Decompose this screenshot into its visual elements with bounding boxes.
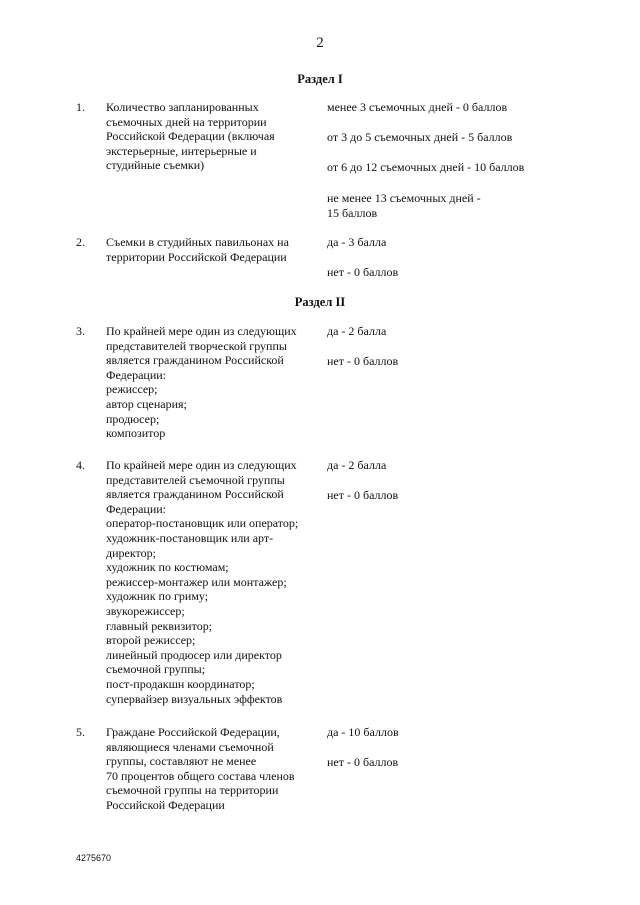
item-description — [106, 725, 316, 813]
desc-line: Граждане Российской Федерации, — [106, 725, 280, 739]
desc-line: Российской Федерации (включая — [106, 129, 275, 144]
desc-line: оператор-постановщик или оператор; — [106, 516, 299, 531]
item-number: 3. — [76, 324, 85, 338]
item-number: 4. — [76, 458, 85, 472]
score-option-cont: 15 баллов — [327, 206, 378, 220]
section-heading-1: Раздел I — [297, 72, 343, 86]
desc-line: По крайней мере один из следующих — [106, 458, 297, 472]
score-option: от 6 до 12 съемочных дней - 10 баллов — [327, 160, 525, 174]
desc-line: второй режиссер; — [106, 633, 196, 648]
desc-line: автор сценария; — [106, 396, 187, 411]
desc-line: студийные съемки) — [106, 158, 205, 173]
score-option: да - 2 балла — [327, 324, 387, 338]
score-option: нет - 0 баллов — [327, 354, 399, 368]
desc-line: являющиеся членами съемочной — [106, 739, 274, 754]
desc-line: Количество запланированных — [106, 100, 259, 114]
score-option: нет - 0 баллов — [327, 755, 399, 769]
desc-line: Российской Федерации — [106, 797, 225, 812]
item-description — [106, 458, 316, 706]
desc-line: пост-продакшн координатор; — [106, 676, 255, 691]
document-id: 4275670 — [76, 853, 112, 863]
desc-line: съемочных дней на территории — [106, 114, 267, 129]
desc-line: съемочной группы на территории — [106, 783, 279, 798]
desc-line: звукорежиссер; — [106, 603, 185, 618]
desc-line: территории Российской Федерации — [106, 249, 287, 264]
item-description — [106, 324, 316, 441]
score-option: да - 2 балла — [327, 458, 387, 472]
desc-line: Съемки в студийных павильонах на — [106, 235, 289, 249]
desc-line: художник-постановщик или арт- — [106, 530, 274, 545]
desc-line: является гражданином Российской — [106, 487, 284, 502]
desc-line: композитор — [106, 426, 166, 441]
desc-line: директор; — [106, 545, 156, 560]
score-option: нет - 0 баллов — [327, 488, 399, 502]
section-heading-2: Раздел II — [294, 295, 346, 309]
desc-line: представителей творческой группы — [106, 338, 287, 353]
desc-line: является гражданином Российской — [106, 353, 284, 368]
item-number: 2. — [76, 235, 85, 249]
score-option: не менее 13 съемочных дней - — [327, 191, 481, 205]
desc-line: супервайзер визуальных эффектов — [106, 691, 283, 706]
desc-line: главный реквизитор; — [106, 618, 213, 633]
score-option: менее 3 съемочных дней - 0 баллов — [327, 100, 508, 114]
score-option: да - 10 баллов — [327, 725, 399, 739]
desc-line: художник по костюмам; — [106, 560, 229, 575]
desc-line: линейный продюсер или директор — [106, 647, 282, 662]
desc-line: Федерации: — [106, 367, 167, 382]
score-option: нет - 0 баллов — [327, 265, 399, 279]
desc-line: режиссер-монтажер или монтажер; — [106, 574, 287, 589]
desc-line: режиссер; — [106, 382, 158, 397]
desc-line: 70 процентов общего состава членов — [106, 768, 295, 783]
item-description — [106, 100, 316, 173]
item-description — [106, 235, 316, 264]
score-option: от 3 до 5 съемочных дней - 5 баллов — [327, 130, 513, 144]
desc-line: художник по гриму; — [106, 589, 209, 604]
score-option: да - 3 балла — [327, 235, 387, 249]
item-number: 5. — [76, 725, 85, 739]
desc-line: экстерьерные, интерьерные и — [106, 143, 257, 158]
desc-line: Федерации: — [106, 501, 167, 516]
desc-line: продюсер; — [106, 411, 160, 426]
desc-line: По крайней мере один из следующих — [106, 324, 297, 338]
desc-line: группы, составляют не менее — [106, 754, 257, 769]
desc-line: съемочной группы; — [106, 662, 206, 677]
page-number: 2 — [316, 35, 324, 51]
desc-line: представителей съемочной группы — [106, 472, 285, 487]
item-number: 1. — [76, 100, 85, 114]
